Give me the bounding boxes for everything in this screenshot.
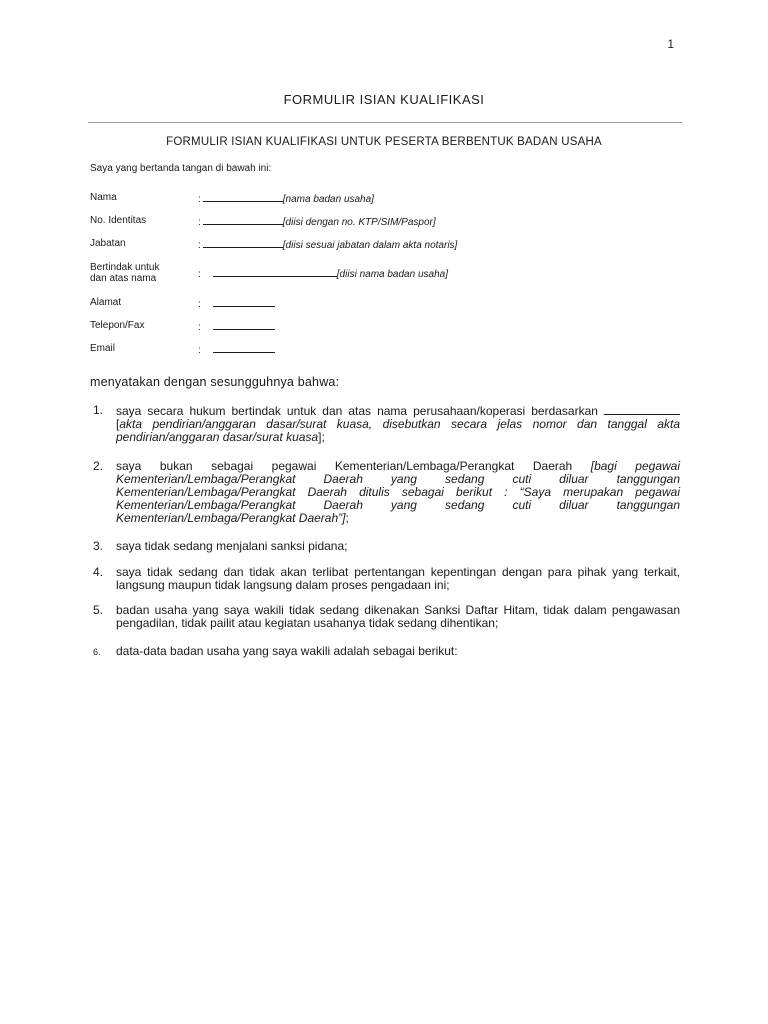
colon: : <box>198 217 201 228</box>
colon: : <box>198 194 201 205</box>
phone-blank[interactable] <box>213 320 275 330</box>
item-text: data-data badan usaha yang saya wakili adalah sebagai berikut: <box>116 644 458 658</box>
identity-blank[interactable] <box>203 215 283 225</box>
item-text: badan usaha yang saya wakili tidak sedang dikenakan Sanksi Daftar Hitam, tidak dalam pengawasan pengadilan, tidak pailit atau kegiatan usahanya tidak sedang dihentikan; <box>116 603 680 630</box>
item-text: ; <box>345 511 349 525</box>
field-label: Nama <box>90 192 117 203</box>
item-number: 3. <box>93 539 104 553</box>
item-number: 6. <box>93 647 101 657</box>
field-label: No. Identitas <box>90 215 147 226</box>
field-hint: [diisi nama badan usaha] <box>336 269 448 280</box>
position-blank[interactable] <box>203 238 283 248</box>
field-label: Alamat <box>90 297 122 308</box>
item-text: saya tidak sedang dan tidak akan terlibat pertentangan kepentingan dengan para pihak yang terkait, langsung maupun tidak langsung dalam proses pengadaan ini; <box>116 565 680 592</box>
field-hint: [nama badan usaha] <box>282 194 374 205</box>
field-label: Telepon/Fax <box>90 320 145 331</box>
page-number: 1 <box>667 37 674 51</box>
statement-text: menyatakan dengan sesungguhnya bahwa: <box>90 375 340 389</box>
item-number: 2. <box>93 459 104 473</box>
item-text: saya secara hukum bertindak untuk dan atas nama perusahaan/koperasi berdasarkan <box>116 404 598 418</box>
item-text: saya bukan sebagai pegawai Kementerian/Lembaga/Perangkat Daerah <box>116 459 591 473</box>
item-number: 1. <box>93 403 104 417</box>
intro-text: Saya yang bertanda tangan di bawah ini: <box>90 163 272 174</box>
name-blank[interactable] <box>203 192 283 202</box>
item-number: 5. <box>93 603 104 617</box>
field-hint: [diisi dengan no. KTP/SIM/Paspor] <box>282 217 436 228</box>
title-divider <box>88 122 682 123</box>
colon: : <box>198 322 201 333</box>
item-hint: akta pendirian/anggaran dasar/surat kuasa, disebutkan secara jelas nomor dan tanggal akta pendirian/anggaran dasar/surat kuasa <box>116 417 680 444</box>
colon: : <box>198 345 201 356</box>
field-hint: [diisi sesuai jabatan dalam akta notaris] <box>282 240 458 251</box>
page-title: FORMULIR ISIAN KUALIFIKASI <box>283 92 485 107</box>
field-label-line2: dan atas nama <box>90 273 157 284</box>
colon: : <box>198 240 201 251</box>
colon: : <box>198 269 201 280</box>
form-subtitle: FORMULIR ISIAN KUALIFIKASI UNTUK PESERTA BERBENTUK BADAN USAHA <box>166 136 602 148</box>
item-text: saya tidak sedang menjalani sanksi pidana; <box>116 539 348 553</box>
field-label: Jabatan <box>90 238 126 249</box>
deed-blank[interactable] <box>604 404 680 415</box>
address-blank[interactable] <box>213 297 275 307</box>
item-text: ]; <box>318 430 325 444</box>
item-hint: [bagi pegawai Kementerian/Lembaga/Perangkat Daerah yang sedang cuti diluar tanggungan Kementerian/Lembaga/Perangkat Daerah ditulis sebagai berikut : “Saya merupakan pegawai Kementerian/Lembaga/Perangkat Daerah yang sedang cuti diluar tanggungan Kementerian/Lembaga/Perangkat Daerah”] <box>116 459 680 525</box>
email-blank[interactable] <box>213 343 275 353</box>
item-number: 4. <box>93 565 104 579</box>
field-label: Email <box>90 343 116 354</box>
field-label-line1: Bertindak untuk <box>90 262 160 273</box>
representing-blank[interactable] <box>213 267 337 277</box>
item-text: [ <box>116 417 120 431</box>
colon: : <box>198 299 201 310</box>
